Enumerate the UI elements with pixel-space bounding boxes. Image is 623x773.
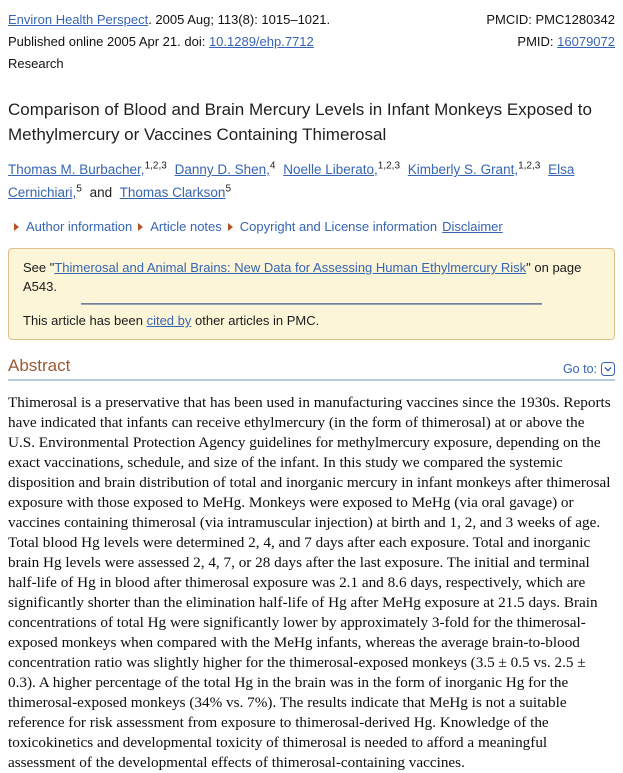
cited-suffix: other articles in PMC. [191, 313, 320, 328]
doi-link[interactable]: 10.1289/ehp.7712 [208, 34, 314, 49]
goto-label: Go to: [562, 362, 597, 376]
author-link[interactable]: Noelle Liberato, [283, 162, 378, 177]
cited-by-link[interactable]: cited by [146, 313, 192, 328]
bullet-arrow-icon [14, 223, 19, 231]
author-affiliation-sup: 1,2,3 [518, 160, 541, 172]
abstract-section-header [8, 356, 615, 381]
author [175, 162, 276, 177]
article-meta-links [8, 219, 615, 234]
see-also-line [23, 258, 600, 296]
citation-text: . 2005 Aug; 113(8): 1015–1021. [148, 12, 331, 27]
author-affiliation-sup: 1,2,3 [377, 160, 401, 172]
see-also-link[interactable]: Thimerosal and Animal Brains: New Data for Assessing Human Ethylmercury Risk [54, 260, 527, 275]
see-suffix: " on page A543. [23, 260, 582, 294]
author [120, 185, 231, 200]
author-link[interactable]: Danny D. Shen, [174, 162, 270, 177]
abstract-heading: Abstract [8, 356, 71, 375]
article-title: Comparison of Blood and Brain Mercury Levels in Infant Monkeys Exposed to Methylmercury or Vaccines Containing Thimerosal [8, 100, 592, 144]
author-affiliation-sup: 5 [225, 183, 232, 195]
pmid-line [486, 31, 615, 53]
bullet-arrow-icon [228, 223, 233, 231]
see-prefix: See " [23, 260, 55, 275]
citation-left [8, 9, 330, 53]
author-link[interactable]: Elsa Cernichiari, [8, 162, 575, 200]
pmid-link[interactable]: 16079072 [557, 34, 615, 49]
cited-prefix: This article has been [23, 313, 147, 328]
published-line [8, 31, 330, 53]
article-category: Research [8, 56, 64, 71]
journal-link[interactable]: Environ Health Perspect [8, 12, 149, 27]
author [283, 162, 400, 177]
author-affiliation-sup: 5 [76, 183, 82, 195]
copyright-license-toggle[interactable]: Copyright and License information [239, 219, 438, 234]
author-information-toggle[interactable]: Author information [26, 219, 133, 234]
pmcid-line: PMCID: PMC1280342 [486, 12, 615, 27]
pmid-label: PMID: [517, 34, 558, 49]
notice-divider [81, 303, 543, 305]
author-link[interactable]: Thomas M. Burbacher, [8, 162, 145, 177]
author [408, 162, 541, 177]
author [8, 162, 167, 177]
disclaimer-link[interactable]: Disclaimer [442, 219, 503, 234]
citation-right [486, 9, 615, 53]
and-text: and [89, 185, 113, 200]
abstract-text: Thimerosal is a preservative that has been used in manufacturing vaccines since the 1930s. Reports have indicated that infants can receive ethylmercury (in the form of thimerosal) at or above the U.S. Environmental Protection Agency guidelines for methylmercury exposure, depending on the exact vaccinations, schedule, and size of the infant. In this study we compared the systemic disposition and brain distribution of total and inorganic mercury in infant monkeys after thimerosal exposure with those exposed to MeHg. Monkeys were exposed to MeHg (via oral gavage) or vaccines containing thimerosal (via intramuscular injection) at birth and 1, 2, and 3 weeks of age. Total blood Hg levels were determined 2, 4, and 7 days after each exposure. Total and inorganic brain Hg levels were assessed 2, 4, 7, or 28 days after the last exposure. The initial and terminal half-life of Hg in blood after thimerosal exposure was 2.1 and 8.6 days, respectively, which are significantly shorter than the elimination half-life of Hg after MeHg exposure at 21.5 days. Brain concentrations of total Hg were significantly lower by approximately 3-fold for the thimerosal-exposed monkeys when compared with the MeHg infants, whereas the average brain-to-blood concentration ratio was slightly higher for the thimerosal-exposed monkeys (3.5 ± 0.5 vs. 2.5 ± 0.3). A higher percentage of the total Hg in the brain was in the form of inorganic Hg for the thimerosal-exposed monkeys (34% vs. 7%). The results indicate that MeHg is not a suitable reference for risk assessment from exposure to thimerosal-derived Hg. Knowledge of the toxicokinetics and developmental toxicity of thimerosal is needed to afford a meaningful assessment of the developmental effects of thimerosal-containing vaccines. [8, 394, 611, 771]
author-link[interactable]: Kimberly S. Grant, [407, 162, 519, 177]
cited-by-line [23, 311, 600, 330]
published-text: Published online 2005 Apr 21. doi: [8, 34, 209, 49]
author-list [8, 158, 615, 204]
author-link[interactable]: Thomas Clarkson [119, 185, 226, 200]
notice-box [8, 248, 615, 340]
citation-header [8, 9, 615, 53]
author-affiliation-sup: 4 [269, 160, 276, 172]
author-affiliation-sup: 1,2,3 [144, 160, 167, 172]
article-notes-toggle[interactable]: Article notes [150, 219, 222, 234]
journal-citation-line [8, 9, 330, 31]
goto-control[interactable] [563, 362, 615, 376]
bullet-arrow-icon [138, 223, 143, 231]
chevron-down-icon[interactable] [601, 362, 615, 376]
